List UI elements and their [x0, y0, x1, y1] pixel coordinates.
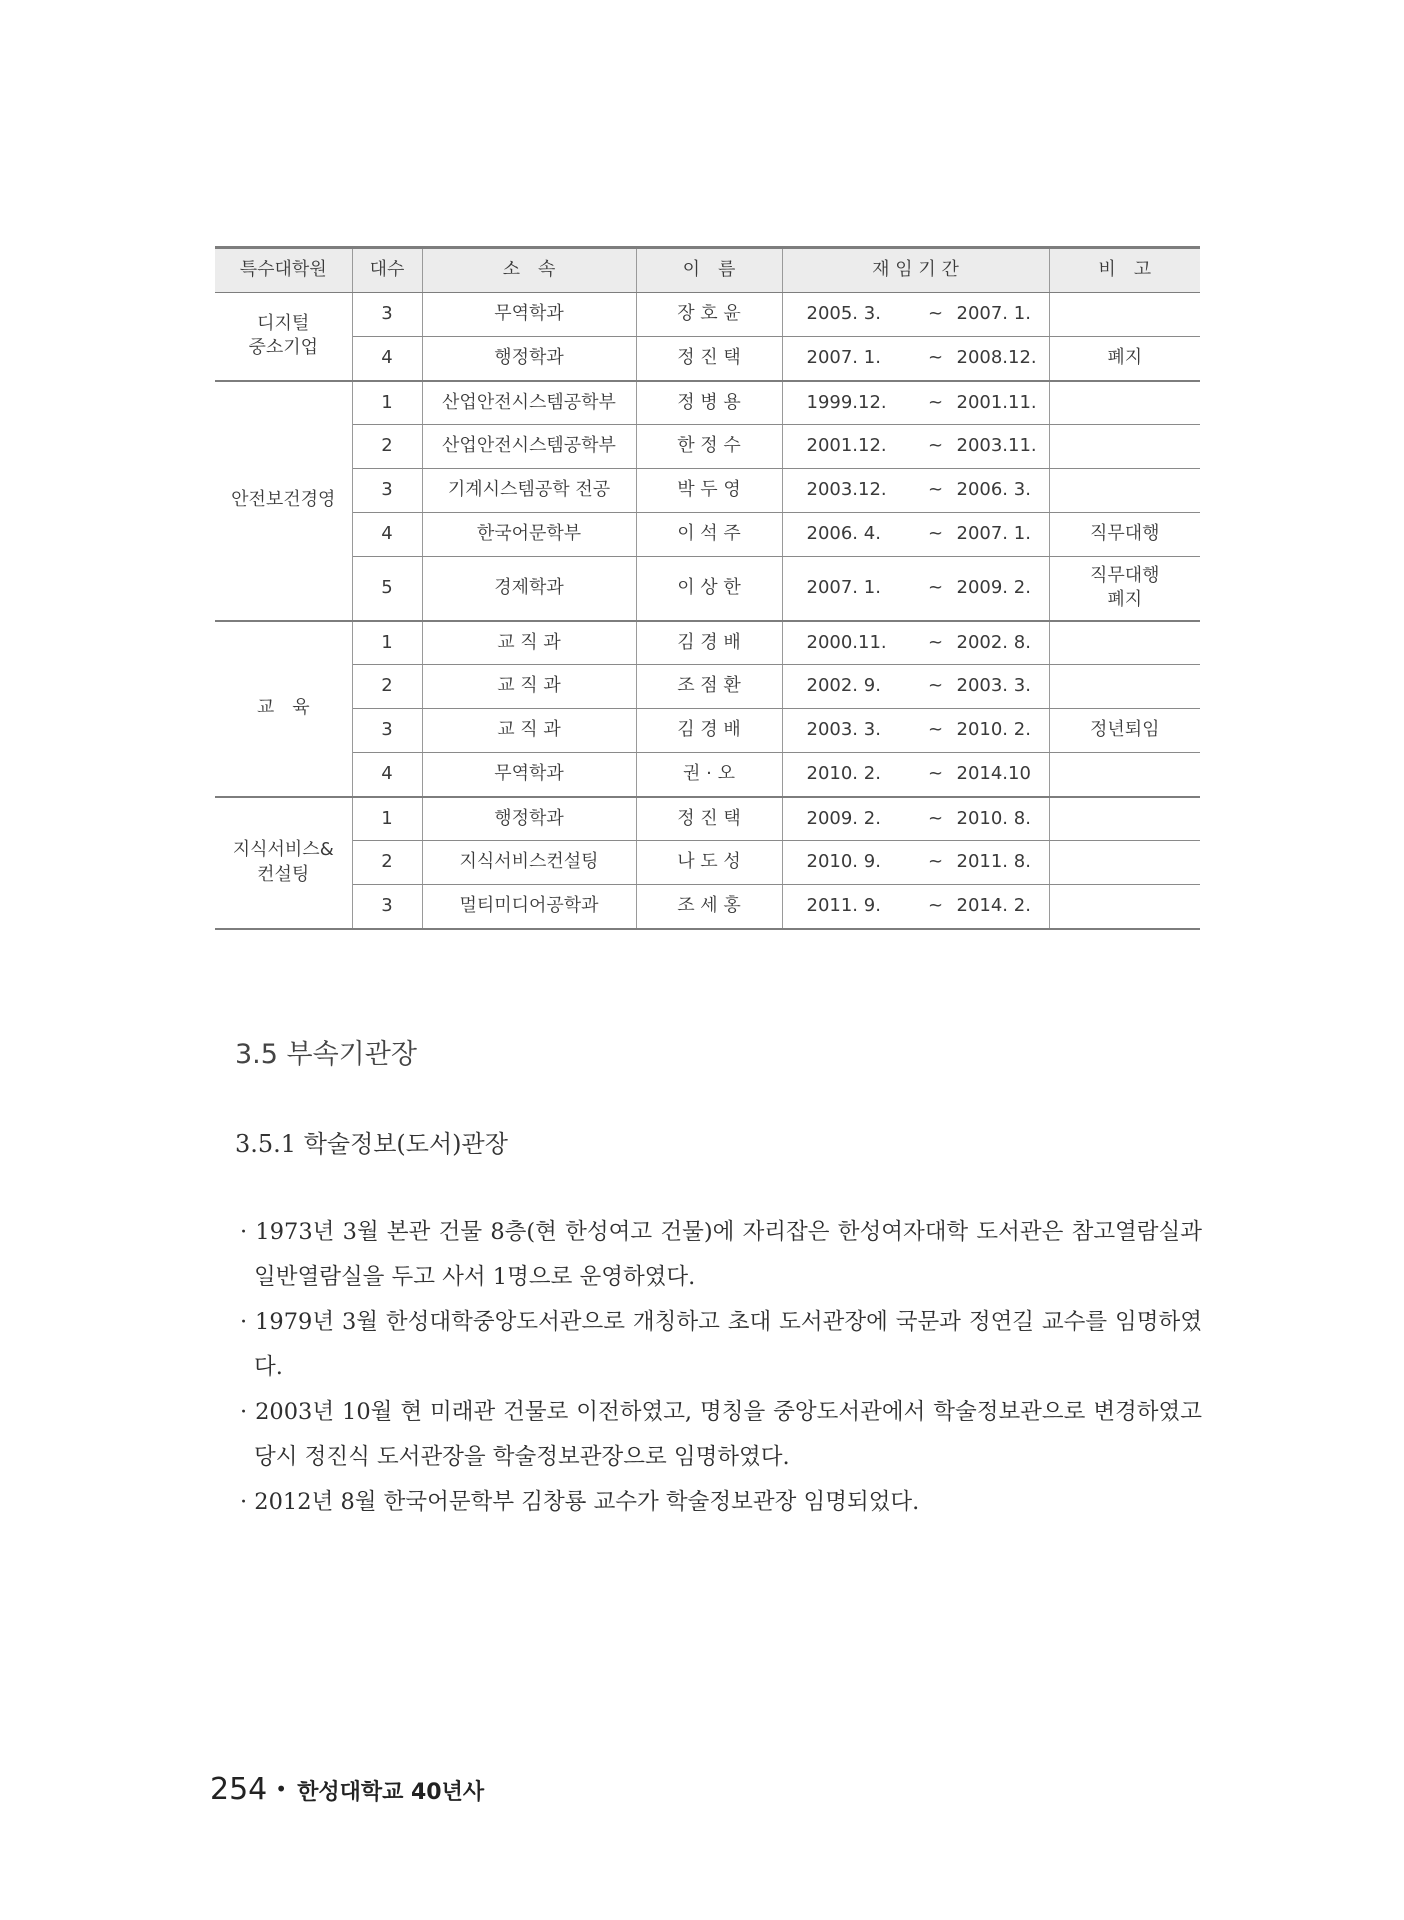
cell-term-number: 1 — [352, 621, 422, 665]
table-row — [215, 753, 1200, 797]
cell-remarks — [1049, 381, 1200, 425]
cell-term-number: 4 — [352, 753, 422, 797]
cell-remarks: 직무대행 폐지 — [1049, 557, 1200, 621]
tenure-table — [215, 246, 1200, 930]
header-term-number: 대수 — [352, 248, 422, 293]
cell-tenure-period — [782, 425, 1049, 469]
table-body — [215, 293, 1200, 929]
period-tilde: ~ — [927, 479, 944, 501]
cell-tenure-period — [782, 885, 1049, 929]
header-name: 이 름 — [636, 248, 782, 293]
cell-department: 기계시스템공학 전공 — [422, 469, 636, 513]
cell-department: 교 직 과 — [422, 621, 636, 665]
period-tilde: ~ — [927, 851, 944, 873]
period-tilde: ~ — [927, 347, 944, 369]
period-start: 2007. 1. — [806, 577, 881, 599]
header-department: 소 속 — [422, 248, 636, 293]
cell-term-number: 3 — [352, 709, 422, 753]
period-start: 2003. 3. — [806, 719, 881, 741]
cell-name: 조 점 환 — [636, 665, 782, 709]
period-tilde: ~ — [927, 763, 944, 785]
cell-tenure-period — [782, 621, 1049, 665]
cell-department: 무역학과 — [422, 293, 636, 337]
cell-department: 산업안전시스템공학부 — [422, 425, 636, 469]
page-footer — [210, 1772, 484, 1807]
cell-name: 조 세 홍 — [636, 885, 782, 929]
period-tilde: ~ — [927, 391, 944, 413]
table-row — [215, 469, 1200, 513]
period-tilde: ~ — [927, 631, 944, 653]
period-tilde: ~ — [927, 807, 944, 829]
cell-name: 권 · 오 — [636, 753, 782, 797]
cell-tenure-period — [782, 709, 1049, 753]
period-tilde: ~ — [927, 523, 944, 545]
cell-tenure-period — [782, 797, 1049, 841]
period-start: 2010. 2. — [806, 763, 881, 785]
cell-name: 나 도 성 — [636, 841, 782, 885]
table-header-row — [215, 248, 1200, 293]
cell-name: 이 상 한 — [636, 557, 782, 621]
cell-tenure-period — [782, 469, 1049, 513]
period-start: 2000.11. — [806, 631, 887, 653]
cell-name: 김 경 배 — [636, 621, 782, 665]
period-end: 2002. 8. — [956, 631, 1031, 653]
period-end: 2010. 8. — [956, 807, 1031, 829]
cell-name: 정 병 용 — [636, 381, 782, 425]
period-tilde: ~ — [927, 577, 944, 599]
header-graduate-school: 특수대학원 — [215, 248, 352, 293]
cell-term-number: 1 — [352, 381, 422, 425]
period-end: 2007. 1. — [956, 523, 1031, 545]
cell-name: 김 경 배 — [636, 709, 782, 753]
cell-remarks — [1049, 797, 1200, 841]
cell-department: 한국어문학부 — [422, 513, 636, 557]
cell-department: 지식서비스컨설팅 — [422, 841, 636, 885]
cell-tenure-period — [782, 293, 1049, 337]
cell-graduate-school: 디지털 중소기업 — [215, 293, 352, 381]
period-start: 2007. 1. — [806, 347, 881, 369]
cell-term-number: 1 — [352, 797, 422, 841]
period-start: 2009. 2. — [806, 807, 881, 829]
period-start: 1999.12. — [806, 391, 887, 413]
table-row — [215, 513, 1200, 557]
period-end: 2001.11. — [956, 391, 1037, 413]
header-tenure-period: 재 임 기 간 — [782, 248, 1049, 293]
cell-department: 멀티미디어공학과 — [422, 885, 636, 929]
cell-term-number: 2 — [352, 665, 422, 709]
cell-remarks: 직무대행 — [1049, 513, 1200, 557]
cell-name: 한 정 수 — [636, 425, 782, 469]
cell-department: 교 직 과 — [422, 665, 636, 709]
header-remarks: 비 고 — [1049, 248, 1200, 293]
period-end: 2014.10 — [956, 763, 1031, 785]
page-number: 254 — [210, 1772, 268, 1807]
period-end: 2010. 2. — [956, 719, 1031, 741]
period-tilde: ~ — [927, 303, 944, 325]
cell-tenure-period — [782, 753, 1049, 797]
period-end: 2006. 3. — [956, 479, 1031, 501]
cell-department: 행정학과 — [422, 797, 636, 841]
section-title: 3.5 부속기관장 — [235, 1039, 417, 1070]
paragraph: · 1979년 3월 한성대학중앙도서관으로 개칭하고 초대 도서관장에 국문과 정연길 교수를 임명하였다. — [240, 1309, 1202, 1380]
period-end: 2009. 2. — [956, 577, 1031, 599]
table-row — [215, 797, 1200, 841]
cell-department: 행정학과 — [422, 337, 636, 381]
cell-remarks — [1049, 293, 1200, 337]
cell-tenure-period — [782, 557, 1049, 621]
period-start: 2006. 4. — [806, 523, 881, 545]
cell-term-number: 4 — [352, 513, 422, 557]
period-end: 2007. 1. — [956, 303, 1031, 325]
period-start: 2005. 3. — [806, 303, 881, 325]
cell-remarks — [1049, 885, 1200, 929]
period-end: 2003.11. — [956, 435, 1037, 457]
period-end: 2003. 3. — [956, 675, 1031, 697]
subsection-title: 3.5.1 학술정보(도서)관장 — [235, 1130, 508, 1158]
table-row — [215, 841, 1200, 885]
cell-name: 이 석 주 — [636, 513, 782, 557]
cell-remarks — [1049, 753, 1200, 797]
period-tilde: ~ — [927, 435, 944, 457]
period-start: 2011. 9. — [806, 895, 881, 917]
cell-remarks — [1049, 665, 1200, 709]
cell-graduate-school: 교 육 — [215, 621, 352, 797]
footer-bullet: • — [275, 1777, 288, 1801]
cell-department: 산업안전시스템공학부 — [422, 381, 636, 425]
period-start: 2001.12. — [806, 435, 887, 457]
cell-name: 박 두 영 — [636, 469, 782, 513]
table-row — [215, 425, 1200, 469]
period-start: 2003.12. — [806, 479, 887, 501]
period-tilde: ~ — [927, 719, 944, 741]
period-tilde: ~ — [927, 895, 944, 917]
period-tilde: ~ — [927, 675, 944, 697]
cell-remarks — [1049, 469, 1200, 513]
table-row — [215, 885, 1200, 929]
cell-graduate-school: 안전보건경영 — [215, 381, 352, 621]
cell-remarks: 정년퇴임 — [1049, 709, 1200, 753]
period-start: 2010. 9. — [806, 851, 881, 873]
cell-remarks: 폐지 — [1049, 337, 1200, 381]
cell-remarks — [1049, 425, 1200, 469]
period-start: 2002. 9. — [806, 675, 881, 697]
cell-tenure-period — [782, 841, 1049, 885]
cell-department: 무역학과 — [422, 753, 636, 797]
cell-name: 정 진 택 — [636, 797, 782, 841]
cell-remarks — [1049, 841, 1200, 885]
cell-term-number: 2 — [352, 425, 422, 469]
book-title: 한성대학교 40년사 — [297, 1780, 485, 1805]
cell-department: 경제학과 — [422, 557, 636, 621]
table-row — [215, 621, 1200, 665]
cell-name: 장 호 윤 — [636, 293, 782, 337]
cell-name: 정 진 택 — [636, 337, 782, 381]
table-row — [215, 337, 1200, 381]
cell-tenure-period — [782, 513, 1049, 557]
cell-remarks — [1049, 621, 1200, 665]
period-end: 2008.12. — [956, 347, 1037, 369]
cell-term-number: 3 — [352, 469, 422, 513]
cell-term-number: 3 — [352, 293, 422, 337]
cell-term-number: 4 — [352, 337, 422, 381]
period-end: 2011. 8. — [956, 851, 1031, 873]
cell-term-number: 3 — [352, 885, 422, 929]
cell-term-number: 2 — [352, 841, 422, 885]
paragraph: · 1973년 3월 본관 건물 8층(현 한성여고 건물)에 자리잡은 한성여자대학 도서관은 참고열람실과 일반열람실을 두고 사서 1명으로 운영하였다. — [240, 1219, 1202, 1290]
body-paragraphs — [240, 1210, 1202, 1525]
period-end: 2014. 2. — [956, 895, 1031, 917]
cell-tenure-period — [782, 665, 1049, 709]
cell-graduate-school: 지식서비스& 컨설팅 — [215, 797, 352, 929]
table-row — [215, 665, 1200, 709]
paragraph: · 2003년 10월 현 미래관 건물로 이전하였고, 명칭을 중앙도서관에서 학술정보관으로 변경하였고 당시 정진식 도서관장을 학술정보관장으로 임명하였다. — [240, 1399, 1202, 1470]
paragraph: · 2012년 8월 한국어문학부 김창룡 교수가 학술정보관장 임명되었다. — [240, 1489, 920, 1515]
cell-term-number: 5 — [352, 557, 422, 621]
cell-tenure-period — [782, 337, 1049, 381]
table-row — [215, 293, 1200, 337]
table-row — [215, 709, 1200, 753]
table-row — [215, 557, 1200, 621]
cell-tenure-period — [782, 381, 1049, 425]
table-row — [215, 381, 1200, 425]
cell-department: 교 직 과 — [422, 709, 636, 753]
